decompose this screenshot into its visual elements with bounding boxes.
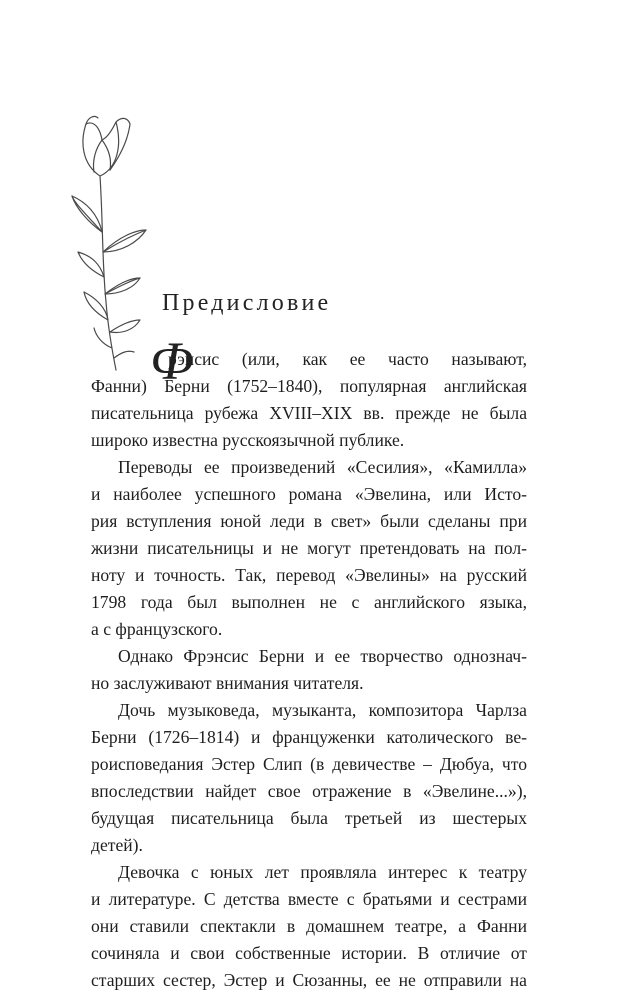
paragraph-2	[91, 454, 527, 643]
text-line: а с французского.	[91, 619, 223, 639]
paragraph-1	[91, 346, 527, 454]
text-line: будущая писательница была третьей из шестерых	[91, 808, 527, 828]
text-line: 1798 года был выполнен не с английского языка,	[91, 592, 527, 612]
text-line: Берни (1726–1814) и француженки католического ве-	[91, 727, 527, 747]
text-line: они ставили спектакли в домашнем театре, а Фанни	[91, 916, 527, 936]
text-line: ноту и точность. Так, перевод «Эвелины» на русский	[91, 565, 527, 585]
text-line: рия вступления юной леди в свет» были сделаны при	[91, 511, 527, 531]
text-line: Фанни) Берни (1752–1840), популярная английская	[91, 376, 527, 396]
text-line: рэнсис (или, как ее часто называют,	[168, 349, 527, 369]
chapter-heading: Предисловие	[162, 290, 332, 316]
text-line: сочиняла и свои собственные истории. В отличие от	[91, 943, 527, 963]
text-line: старших сестер, Эстер и Сюзанны, ее не отправили на	[91, 970, 527, 990]
text-line: и наиболее успешного романа «Эвелина, или Исто-	[91, 484, 527, 504]
text-line: детей).	[91, 835, 143, 855]
text-line: но заслуживают внимания читателя.	[91, 673, 364, 693]
text-line: Дочь музыковеда, музыканта, композитора Чарлза	[118, 700, 527, 720]
text-line: роисповедания Эстер Слип (в девичестве – Дюбуа, что	[91, 754, 527, 774]
paragraph-5	[91, 859, 527, 994]
paragraph-3	[91, 643, 527, 697]
text-line: Девочка с юных лет проявляла интерес к театру	[118, 862, 527, 882]
text-line: Однако Фрэнсис Берни и ее творчество однознач-	[118, 646, 527, 666]
text-line: писательница рубежа XVIII–XIX вв. прежде не была	[91, 403, 527, 423]
drop-cap: Ф	[150, 331, 194, 391]
text-line: Переводы ее произведений «Сесилия», «Камилла»	[118, 457, 527, 477]
paragraph-4	[91, 697, 527, 859]
text-line: и литературе. С детства вместе с братьями и сестрами	[91, 889, 527, 909]
text-line: впоследствии найдет свое отражение в «Эвелине...»),	[91, 781, 527, 801]
text-line: широко известна русскоязычной публике.	[91, 430, 405, 450]
text-line: жизни писательницы и не могут претендовать на пол-	[91, 538, 527, 558]
